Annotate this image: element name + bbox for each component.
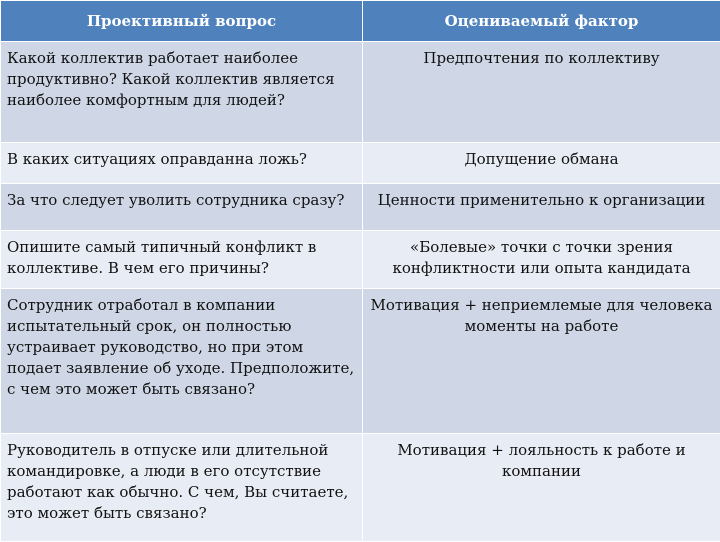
question-cell: Опишите самый типичный конфликт в коллективе. В чем его причины? bbox=[1, 231, 363, 289]
factor-cell: Предпочтения по коллективу bbox=[363, 42, 720, 143]
table-row bbox=[1, 434, 720, 542]
question-cell: Руководитель в отпуске или длительной командировке, а люди в его отсутствие работают как обычно. С чем, Вы считаете, это может быть связано? bbox=[1, 434, 363, 542]
table-row bbox=[1, 143, 720, 184]
table-row bbox=[1, 184, 720, 231]
question-cell: Какой коллектив работает наиболее продуктивно? Какой коллектив является наиболее комфортным для людей? bbox=[1, 42, 363, 143]
table-row bbox=[1, 231, 720, 289]
question-cell: За что следует уволить сотрудника сразу? bbox=[1, 184, 363, 231]
factor-cell: «Болевые» точки с точки зрения конфликтности или опыта кандидата bbox=[363, 231, 720, 289]
factor-cell: Мотивация + неприемлемые для человека моменты на работе bbox=[363, 289, 720, 434]
factor-cell: Ценности применительно к организации bbox=[363, 184, 720, 231]
column-header-question: Проективный вопрос bbox=[1, 1, 363, 42]
factor-cell: Допущение обмана bbox=[363, 143, 720, 184]
question-cell: Сотрудник отработал в компании испытательный срок, он полностью устраивает руководство, но при этом подает заявление об уходе. Предположите, с чем это может быть связано? bbox=[1, 289, 363, 434]
table-header-row bbox=[1, 1, 720, 42]
table-row bbox=[1, 42, 720, 143]
factor-cell: Мотивация + лояльность к работе и компании bbox=[363, 434, 720, 542]
column-header-factor: Оцениваемый фактор bbox=[363, 1, 720, 42]
question-cell: В каких ситуациях оправданна ложь? bbox=[1, 143, 363, 184]
table-row bbox=[1, 289, 720, 434]
